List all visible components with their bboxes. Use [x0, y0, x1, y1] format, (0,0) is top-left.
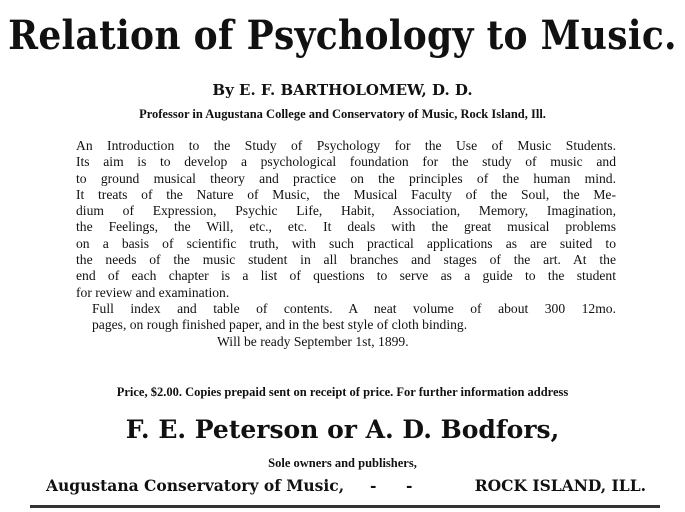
details-line: Full index and table of contents. A neat volume of about 300 12mo. — [92, 300, 616, 316]
description-line: the Feelings, the Will, etc., etc. It deals with the great musical problems — [76, 219, 616, 235]
owners-line: Sole owners and publishers, — [268, 456, 417, 470]
ready-date-line: Will be ready September 1st, 1899. — [217, 333, 409, 349]
description-block — [76, 138, 616, 350]
bottom-rule — [30, 505, 660, 508]
address-separator: - — [370, 476, 377, 495]
book-title: Relation of Psychology to Music. — [8, 12, 677, 60]
publishers-names: F. E. Peterson or A. D. Bodfors, — [125, 415, 560, 444]
description-line: It treats of the Nature of Music, the Musical Faculty of the Soul, the Me- — [76, 186, 616, 202]
address-separator: - — [406, 476, 413, 495]
description-line: on a basis of scientific truth, with such practical applications as are suited to — [76, 235, 616, 251]
description-line: to ground musical theory and practice on the principles of the human mind. — [76, 170, 616, 186]
description-line: the needs of the music student in all branches and stages of the art. At the — [76, 252, 616, 268]
description-line: An Introduction to the Study of Psychology for the Use of Music Students. — [76, 138, 616, 153]
description-line: dium of Expression, Psychic Life, Habit, Association, Memory, Imagination, — [76, 203, 616, 219]
description-line: for review and examination. — [76, 284, 230, 300]
author-line: By E. F. BARTHOLOMEW, D. D. — [212, 81, 473, 99]
description-line: Its aim is to develop a psychological foundation for the study of music and — [76, 154, 616, 170]
description-line: end of each chapter is a list of questions to serve as a guide to the student — [76, 268, 616, 284]
details-line: pages, on rough finished paper, and in the best style of cloth binding. — [92, 317, 468, 333]
price-line: Price, $2.00. Copies prepaid sent on receipt of price. For further information address — [116, 385, 569, 399]
address-row — [46, 476, 646, 500]
author-affiliation: Professor in Augustana College and Conservatory of Music, Rock Island, Ill. — [139, 107, 546, 121]
city-name: ROCK ISLAND, ILL. — [474, 476, 646, 495]
conservatory-name: Augustana Conservatory of Music, — [46, 476, 345, 495]
